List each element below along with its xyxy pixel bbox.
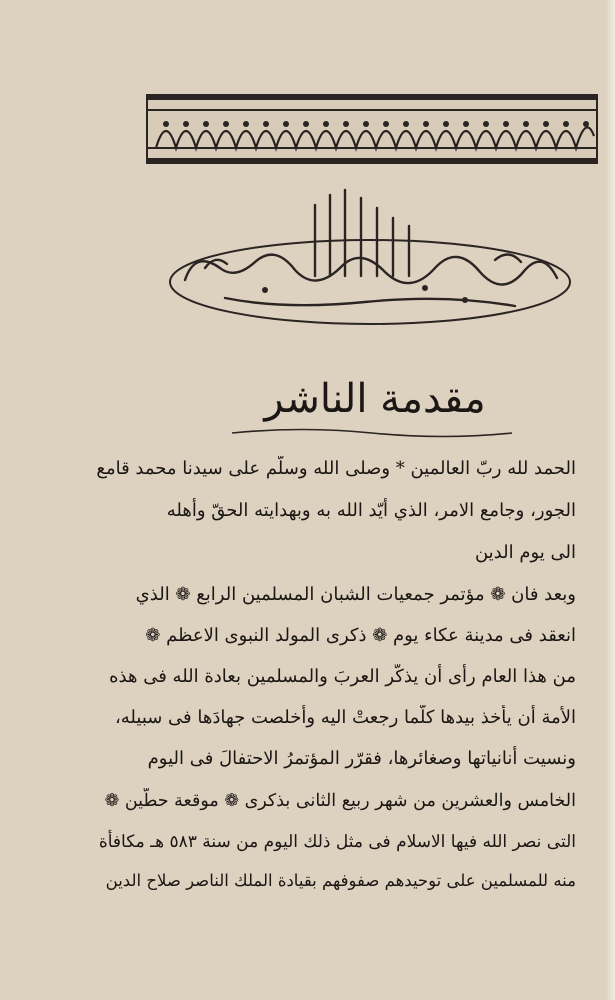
- arabesque-ornament-icon: [148, 96, 596, 162]
- title-flourish-icon: [222, 428, 522, 438]
- page-title: مقدمة الناشر: [264, 376, 486, 422]
- introduction-text: [96, 448, 576, 890]
- text-line: من هذا العام رأى أن يذكّر العربَ والمسلمين بعادة الله فى هذه: [109, 666, 576, 687]
- text-line: ونسيت أنانياتها وصغائرها، فقرّر المؤتمرُ الاحتفالَ فى اليوم: [147, 748, 576, 769]
- text-line: الحمد لله ربّ العالمين * وصلى الله وسلّم على سيدنا محمد قامع: [96, 458, 576, 479]
- text-line: الى يوم الدين: [474, 542, 576, 563]
- text-line: التى نصر الله فيها الاسلام فى مثل ذلك اليوم من سنة ٥٨٣ هـ مكافأة: [98, 832, 576, 852]
- text-line: انعقد فى مدينة عكاء يوم ❁ ذكرى المولد النبوى الاعظم ❁: [145, 625, 576, 646]
- text-line: وبعد فان ❁ مؤتمر جمعيات الشبان المسلمين الرابع ❁ الذي: [135, 584, 576, 605]
- basmala-calligraphy-icon: [165, 180, 575, 330]
- text-line: الجور، وجامع الامر، الذي أيّد الله به وبهدايته الحقّ وأهله: [166, 500, 576, 521]
- page-edge: [605, 0, 615, 1000]
- ornamental-header-band: [146, 94, 598, 164]
- basmala-calligraphy: [165, 180, 575, 330]
- text-line: الأمة أن يأخذ بيدها كلّما رجعتْ اليه وأخلصت جهادَها فى سبيله،: [114, 707, 576, 728]
- text-line: الخامس والعشرين من شهر ربيع الثانى بذكرى ❁ موقعة حطّين ❁: [104, 791, 576, 811]
- text-line: منه للمسلمين على توحيدهم صفوفهم بقيادة الملك الناصر صلاح الدين: [105, 871, 576, 890]
